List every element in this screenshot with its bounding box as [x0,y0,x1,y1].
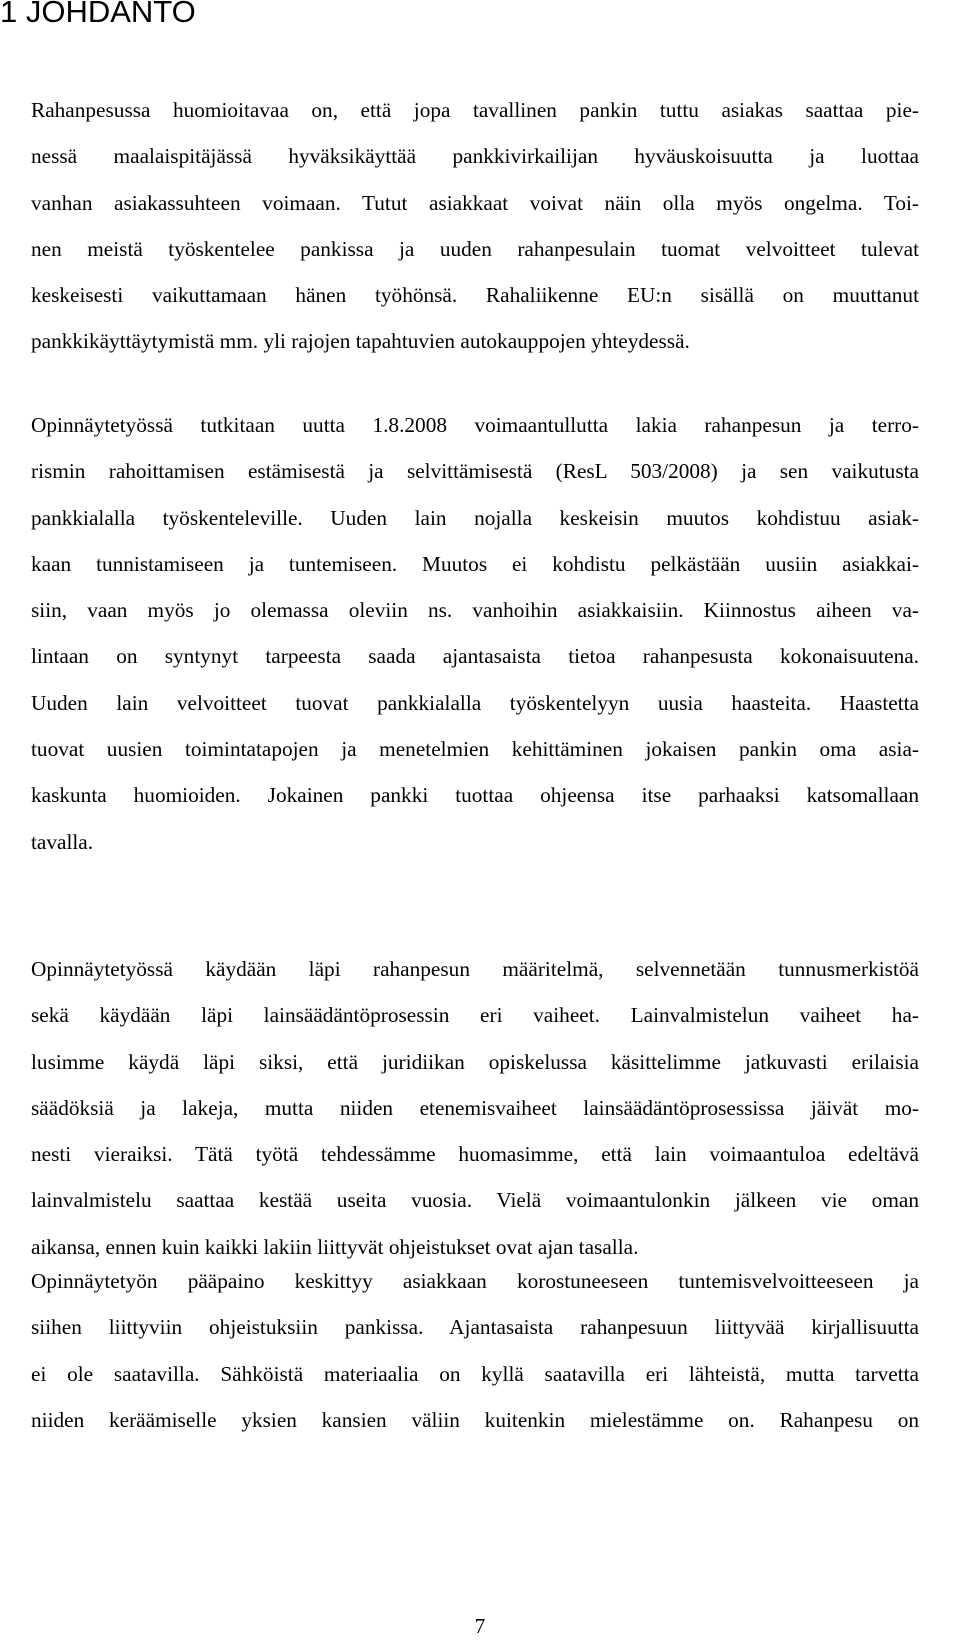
paragraph-2 [31,402,919,865]
text-line: Opinnäytetyön pääpaino keskittyy asiakkaan korostuneeseen tuntemisvelvoitteeseen ja [31,1269,919,1293]
text-line: aikansa, ennen kuin kaikki lakiin liittyvät ohjeistukset ovat ajan tasalla. [31,1234,639,1259]
text-line: sekä käydään läpi lainsäädäntöprosessin eri vaiheet. Lainvalmistelun vaiheet ha- [31,1003,919,1028]
chapter-heading: 1 JOHDANTO [0,0,196,29]
text-line: nesti vieraiksi. Tätä työtä tehdessämme huomasimme, että lain voimaantuloa edeltävä [31,1142,919,1167]
paragraph-text [31,87,919,365]
text-line: pankkikäyttäytymistä mm. yli rajojen tapahtuvien autokauppojen yhteydessä. [31,329,690,354]
text-line: nen meistä työskentelee pankissa ja uuden rahanpesulain tuomat velvoitteet tulevat [31,236,919,261]
text-line: pankkialalla työskenteleville. Uuden lain nojalla keskeisin muutos kohdistuu asiak- [31,505,919,530]
text-line: vanhan asiakassuhteen voimaan. Tutut asiakkaat voivat näin olla myös ongelma. Toi- [31,190,919,215]
text-line: siin, vaan myös jo olemassa oleviin ns. vanhoihin asiakkaisiin. Kiinnostus aiheen va- [31,598,919,623]
paragraph-text [31,402,919,865]
text-line: rismin rahoittamisen estämisestä ja selvittämisestä (ResL 503/2008) ja sen vaikutusta [31,459,919,484]
text-line: lintaan on syntynyt tarpeesta saada ajantasaista tietoa rahanpesusta kokonaisuutena. [31,644,919,669]
text-line: lusimme käydä läpi siksi, että juridiikan opiskelussa käsittelimme jatkuvasti erilaisia [31,1049,919,1074]
paragraph-3 [31,946,919,1270]
paragraph-1 [31,87,919,365]
paragraph-text [31,946,919,1270]
text-line: Opinnäytetyössä käydään läpi rahanpesun määritelmä, selvennetään tunnusmerkistöä [31,957,919,981]
text-line: ei ole saatavilla. Sähköistä materiaalia on kyllä saatavilla eri lähteistä, mutta tarvetta [31,1361,919,1386]
text-line: kaan tunnistamiseen ja tuntemiseen. Muutos ei kohdistu pelkästään uusiin asiakkai- [31,551,919,576]
paragraph-text [31,1258,919,1443]
text-line: Rahanpesussa huomioitavaa on, että jopa tavallinen pankin tuttu asiakas saattaa pie- [31,98,919,122]
text-line: nessä maalaispitäjässä hyväksikäyttää pankkivirkailijan hyväuskoisuutta ja luottaa [31,144,919,169]
text-line: tavalla. [31,829,94,854]
page-number: 7 [474,1614,486,1638]
text-line: niiden keräämiselle yksien kansien väliin kuitenkin mielestämme on. Rahanpesu on [31,1407,919,1432]
text-line: Uuden lain velvoitteet tuovat pankkialalla työskentelyyn uusia haasteita. Haastetta [31,690,919,715]
text-line: keskeisesti vaikuttamaan hänen työhönsä. Rahaliikenne EU:n sisällä on muuttanut [31,283,919,308]
paragraph-4 [31,1258,919,1443]
text-line: kaskunta huomioiden. Jokainen pankki tuottaa ohjeensa itse parhaaksi katsomallaan [31,783,919,808]
text-line: tuovat uusien toimintatapojen ja menetelmien kehittäminen jokaisen pankin oma asia- [31,737,919,762]
text-line: Opinnäytetyössä tutkitaan uutta 1.8.2008 voimaantullutta lakia rahanpesun ja terro- [31,413,919,437]
text-line: säädöksiä ja lakeja, mutta niiden etenemisvaiheet lainsäädäntöprosessissa jäivät mo- [31,1095,919,1120]
text-line: siihen liittyviin ohjeistuksiin pankissa. Ajantasaista rahanpesuun liittyvää kirjallisuutta [31,1315,919,1340]
text-line: lainvalmistelu saattaa kestää useita vuosia. Vielä voimaantulonkin jälkeen vie oman [31,1188,919,1213]
